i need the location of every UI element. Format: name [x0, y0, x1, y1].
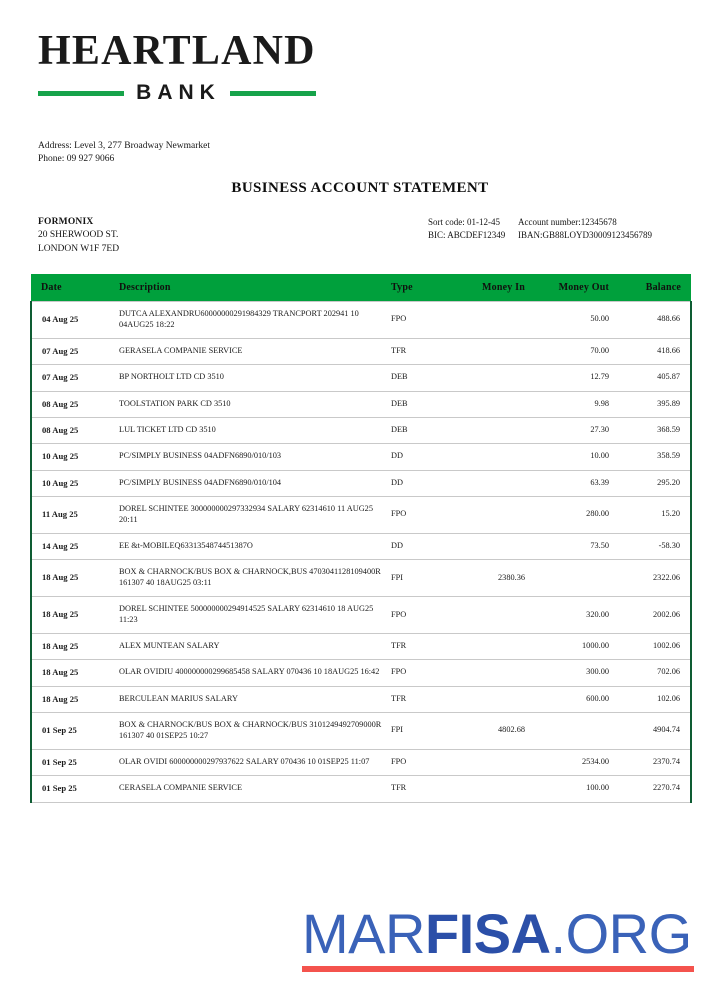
cell-money-out: 600.00: [525, 686, 609, 712]
cell-balance: 368.59: [609, 417, 691, 443]
cell-type: DEB: [391, 417, 449, 443]
cell-money-in: [449, 417, 525, 443]
cell-date: 18 Aug 25: [31, 633, 119, 659]
column-header-type: Type: [391, 274, 449, 302]
cell-balance: 2270.74: [609, 776, 691, 802]
cell-date: 10 Aug 25: [31, 470, 119, 496]
column-header-description: Description: [119, 274, 391, 302]
account-details-block: [428, 216, 652, 242]
cell-date: 07 Aug 25: [31, 338, 119, 364]
cell-description: DUTCA ALEXANDRU60000000291984329 TRANCPORT 202941 10 04AUG25 18:22: [119, 302, 391, 339]
cell-date: 01 Sep 25: [31, 749, 119, 775]
cell-date: 10 Aug 25: [31, 444, 119, 470]
iban-value: IBAN:GB88LOYD30009123456789: [518, 230, 652, 241]
customer-city: LONDON W1F 7ED: [38, 243, 120, 254]
cell-type: DD: [391, 533, 449, 559]
table-row: [31, 633, 691, 659]
cell-date: 18 Aug 25: [31, 560, 119, 597]
account-details-row-1: [428, 216, 652, 229]
cell-balance: 295.20: [609, 470, 691, 496]
table-row: [31, 776, 691, 802]
bank-address: Address: Level 3, 277 Broadway Newmarket: [38, 141, 211, 151]
cell-money-in: 2380.36: [449, 560, 525, 597]
cell-money-out: 10.00: [525, 444, 609, 470]
logo-rule-right-icon: [230, 91, 316, 96]
cell-description: EE &t-MOBILEQ6331354874451387O: [119, 533, 391, 559]
table-row: [31, 533, 691, 559]
table-row: [31, 444, 691, 470]
table-row: [31, 302, 691, 339]
cell-balance: 2370.74: [609, 749, 691, 775]
table-row: [31, 686, 691, 712]
cell-type: DD: [391, 470, 449, 496]
table-row: [31, 712, 691, 749]
cell-description: PC/SIMPLY BUSINESS 04ADFN6890/010/104: [119, 470, 391, 496]
cell-money-in: [449, 533, 525, 559]
table-row: [31, 470, 691, 496]
cell-description: DOREL SCHINTEE 500000000294914525 SALARY 62314610 18 AUG25 11:23: [119, 597, 391, 634]
cell-money-in: [449, 597, 525, 634]
cell-money-in: [449, 686, 525, 712]
cell-type: FPO: [391, 302, 449, 339]
cell-type: DD: [391, 444, 449, 470]
cell-description: OLAR OVIDI 600000000297937622 SALARY 070436 10 01SEP25 11:07: [119, 749, 391, 775]
cell-money-in: [449, 302, 525, 339]
cell-money-out: 100.00: [525, 776, 609, 802]
cell-type: FPO: [391, 496, 449, 533]
cell-description: OLAR OVIDIU 400000000299685458 SALARY 070436 10 18AUG25 16:42: [119, 660, 391, 686]
table-row: [31, 338, 691, 364]
cell-date: 18 Aug 25: [31, 597, 119, 634]
account-number-value: Account number:12345678: [518, 217, 617, 227]
account-details-row-2: [428, 229, 652, 242]
watermark-part-1: MAR: [302, 902, 425, 965]
bank-logo-subline: [38, 81, 316, 105]
cell-money-in: [449, 660, 525, 686]
bank-contact-block: [38, 140, 210, 166]
cell-balance: 395.89: [609, 391, 691, 417]
cell-date: 01 Sep 25: [31, 776, 119, 802]
cell-money-in: [449, 470, 525, 496]
cell-money-out: 320.00: [525, 597, 609, 634]
bank-logo: [38, 30, 338, 105]
cell-type: DEB: [391, 391, 449, 417]
cell-type: TFR: [391, 686, 449, 712]
table-header: [31, 274, 691, 302]
cell-type: TFR: [391, 338, 449, 364]
cell-balance: 2322.06: [609, 560, 691, 597]
cell-description: BOX & CHARNOCK/BUS BOX & CHARNOCK,BUS 4703041128109400R 161307 40 18AUG25 03:11: [119, 560, 391, 597]
cell-date: 14 Aug 25: [31, 533, 119, 559]
bank-logo-wordmark: HEARTLAND: [38, 28, 316, 74]
page-title: BUSINESS ACCOUNT STATEMENT: [231, 180, 489, 196]
cell-money-in: [449, 444, 525, 470]
column-header-balance: Balance: [609, 274, 691, 302]
cell-description: BOX & CHARNOCK/BUS BOX & CHARNOCK/BUS 3101249492709000R 161307 40 01SEP25 10:27: [119, 712, 391, 749]
cell-date: 18 Aug 25: [31, 660, 119, 686]
cell-date: 07 Aug 25: [31, 365, 119, 391]
cell-money-in: [449, 338, 525, 364]
cell-money-out: 70.00: [525, 338, 609, 364]
bic-value: BIC: ABCDEF12349: [428, 230, 506, 241]
cell-description: CERASELA COMPANIE SERVICE: [119, 776, 391, 802]
cell-description: BP NORTHOLT LTD CD 3510: [119, 365, 391, 391]
cell-balance: 15.20: [609, 496, 691, 533]
customer-street: 20 SHERWOOD ST.: [38, 230, 119, 241]
cell-money-in: [449, 776, 525, 802]
cell-balance: 405.87: [609, 365, 691, 391]
watermark-part-3: .ORG: [550, 902, 692, 965]
cell-type: TFR: [391, 633, 449, 659]
cell-description: BERCULEAN MARIUS SALARY: [119, 686, 391, 712]
cell-type: DEB: [391, 365, 449, 391]
cell-money-out: 1000.00: [525, 633, 609, 659]
cell-money-in: [449, 633, 525, 659]
cell-type: TFR: [391, 776, 449, 802]
logo-rule-left-icon: [38, 91, 124, 96]
cell-description: LUL TICKET LTD CD 3510: [119, 417, 391, 443]
bank-phone: Phone: 09 927 9066: [38, 154, 115, 165]
cell-type: FPO: [391, 749, 449, 775]
table-row: [31, 660, 691, 686]
cell-date: 08 Aug 25: [31, 391, 119, 417]
column-header-money-in: Money In: [449, 274, 525, 302]
watermark: [302, 902, 702, 972]
bank-logo-sub-label: BANK: [136, 81, 221, 104]
cell-description: DOREL SCHINTEE 300000000297332934 SALARY 62314610 11 AUG25 20:11: [119, 496, 391, 533]
cell-money-in: [449, 749, 525, 775]
watermark-underline-icon: [302, 966, 694, 972]
cell-money-out: 9.98: [525, 391, 609, 417]
cell-balance: 1002.06: [609, 633, 691, 659]
column-header-money-out: Money Out: [525, 274, 609, 302]
table-row: [31, 749, 691, 775]
cell-balance: 358.59: [609, 444, 691, 470]
watermark-part-2: FISA: [424, 902, 551, 965]
cell-description: GERASELA COMPANIE SERVICE: [119, 338, 391, 364]
cell-money-out: 73.50: [525, 533, 609, 559]
cell-balance: 4904.74: [609, 712, 691, 749]
cell-money-out: [525, 560, 609, 597]
table-header-row: [31, 274, 691, 302]
transactions-table: [30, 274, 692, 803]
table-row: [31, 417, 691, 443]
customer-address-block: [38, 216, 119, 256]
cell-money-in: [449, 365, 525, 391]
cell-date: 18 Aug 25: [31, 686, 119, 712]
transactions-table-wrap: [30, 274, 690, 803]
table-row: [31, 560, 691, 597]
cell-money-out: 27.30: [525, 417, 609, 443]
column-header-date: Date: [31, 274, 119, 302]
cell-description: ALEX MUNTEAN SALARY: [119, 633, 391, 659]
table-body: [31, 302, 691, 803]
cell-date: 08 Aug 25: [31, 417, 119, 443]
cell-type: FPO: [391, 660, 449, 686]
cell-type: FPO: [391, 597, 449, 634]
cell-type: FPI: [391, 560, 449, 597]
table-row: [31, 391, 691, 417]
table-row: [31, 365, 691, 391]
cell-balance: 418.66: [609, 338, 691, 364]
cell-money-out: 280.00: [525, 496, 609, 533]
cell-money-out: 2534.00: [525, 749, 609, 775]
cell-money-out: [525, 712, 609, 749]
watermark-text: [302, 902, 702, 965]
cell-balance: 102.06: [609, 686, 691, 712]
cell-description: TOOLSTATION PARK CD 3510: [119, 391, 391, 417]
cell-money-out: 63.39: [525, 470, 609, 496]
cell-balance: 2002.06: [609, 597, 691, 634]
cell-money-out: 50.00: [525, 302, 609, 339]
cell-money-out: 12.79: [525, 365, 609, 391]
table-row: [31, 597, 691, 634]
cell-money-in: 4802.68: [449, 712, 525, 749]
cell-date: 04 Aug 25: [31, 302, 119, 339]
cell-balance: 702.06: [609, 660, 691, 686]
sort-code-value: Sort code: 01-12-45: [428, 217, 500, 227]
cell-money-in: [449, 496, 525, 533]
cell-description: PC/SIMPLY BUSINESS 04ADFN6890/010/103: [119, 444, 391, 470]
cell-money-in: [449, 391, 525, 417]
cell-date: 11 Aug 25: [31, 496, 119, 533]
cell-money-out: 300.00: [525, 660, 609, 686]
cell-balance: -58.30: [609, 533, 691, 559]
cell-balance: 488.66: [609, 302, 691, 339]
cell-date: 01 Sep 25: [31, 712, 119, 749]
customer-name: FORMONIX: [38, 217, 94, 227]
table-row: [31, 496, 691, 533]
cell-type: FPI: [391, 712, 449, 749]
